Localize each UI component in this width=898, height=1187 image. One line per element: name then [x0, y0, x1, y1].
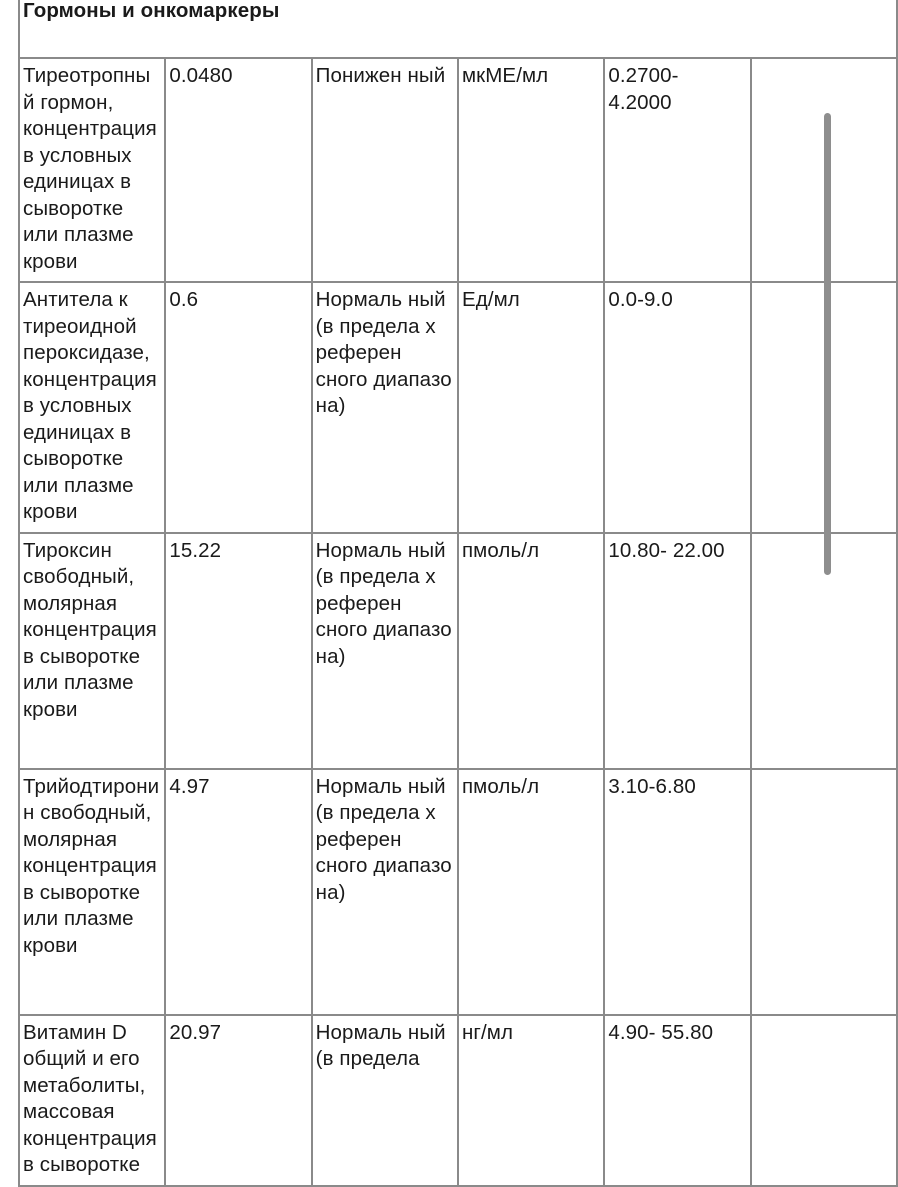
result-value-cell: 0.0480	[165, 58, 311, 282]
unit-cell: пмоль/л	[458, 533, 604, 769]
table-row	[19, 1015, 897, 1186]
result-flag-cell: Нормаль ный (в предела х референ сного диапазо на)	[312, 533, 458, 769]
reference-range-cell: 0.0-9.0	[604, 282, 750, 533]
reference-range-cell: 3.10-6.80	[604, 769, 750, 1015]
unit-cell: нг/мл	[458, 1015, 604, 1186]
result-flag-cell: Нормаль ный (в предела	[312, 1015, 458, 1186]
unit-cell: мкМЕ/мл	[458, 58, 604, 282]
table-row	[19, 769, 897, 1015]
lab-results-table	[18, 0, 898, 1187]
empty-cell	[751, 1015, 897, 1186]
test-name-cell: Тиреотропный гормон, концентрация в условных единицах в сыворотке или плазме крови	[19, 58, 165, 282]
table-row	[19, 282, 897, 533]
result-flag-cell: Понижен ный	[312, 58, 458, 282]
reference-range-cell: 4.90- 55.80	[604, 1015, 750, 1186]
section-header-row	[19, 0, 897, 58]
section-title: Гормоны и онкомаркеры	[19, 0, 897, 58]
reference-range-cell: 10.80- 22.00	[604, 533, 750, 769]
test-name-cell: Тироксин свободный, молярная концентрация в сыворотке или плазме крови	[19, 533, 165, 769]
reference-range-cell: 0.2700- 4.2000	[604, 58, 750, 282]
result-flag-cell: Нормаль ный (в предела х референ сного диапазо на)	[312, 282, 458, 533]
result-value-cell: 4.97	[165, 769, 311, 1015]
unit-cell: Ед/мл	[458, 282, 604, 533]
result-value-cell: 20.97	[165, 1015, 311, 1186]
result-flag-cell: Нормаль ный (в предела х референ сного диапазо на)	[312, 769, 458, 1015]
result-value-cell: 0.6	[165, 282, 311, 533]
vertical-scrollbar[interactable]	[824, 113, 831, 575]
test-name-cell: Антитела к тиреоидной пероксидазе, концентрация в условных единицах в сыворотке или плазме крови	[19, 282, 165, 533]
test-name-cell: Трийодтиронин свободный, молярная концентрация в сыворотке или плазме крови	[19, 769, 165, 1015]
table-row	[19, 58, 897, 282]
table-row	[19, 533, 897, 769]
unit-cell: пмоль/л	[458, 769, 604, 1015]
test-name-cell: Витамин D общий и его метаболиты, массовая концентрация в сыворотке	[19, 1015, 165, 1186]
result-value-cell: 15.22	[165, 533, 311, 769]
empty-cell	[751, 769, 897, 1015]
